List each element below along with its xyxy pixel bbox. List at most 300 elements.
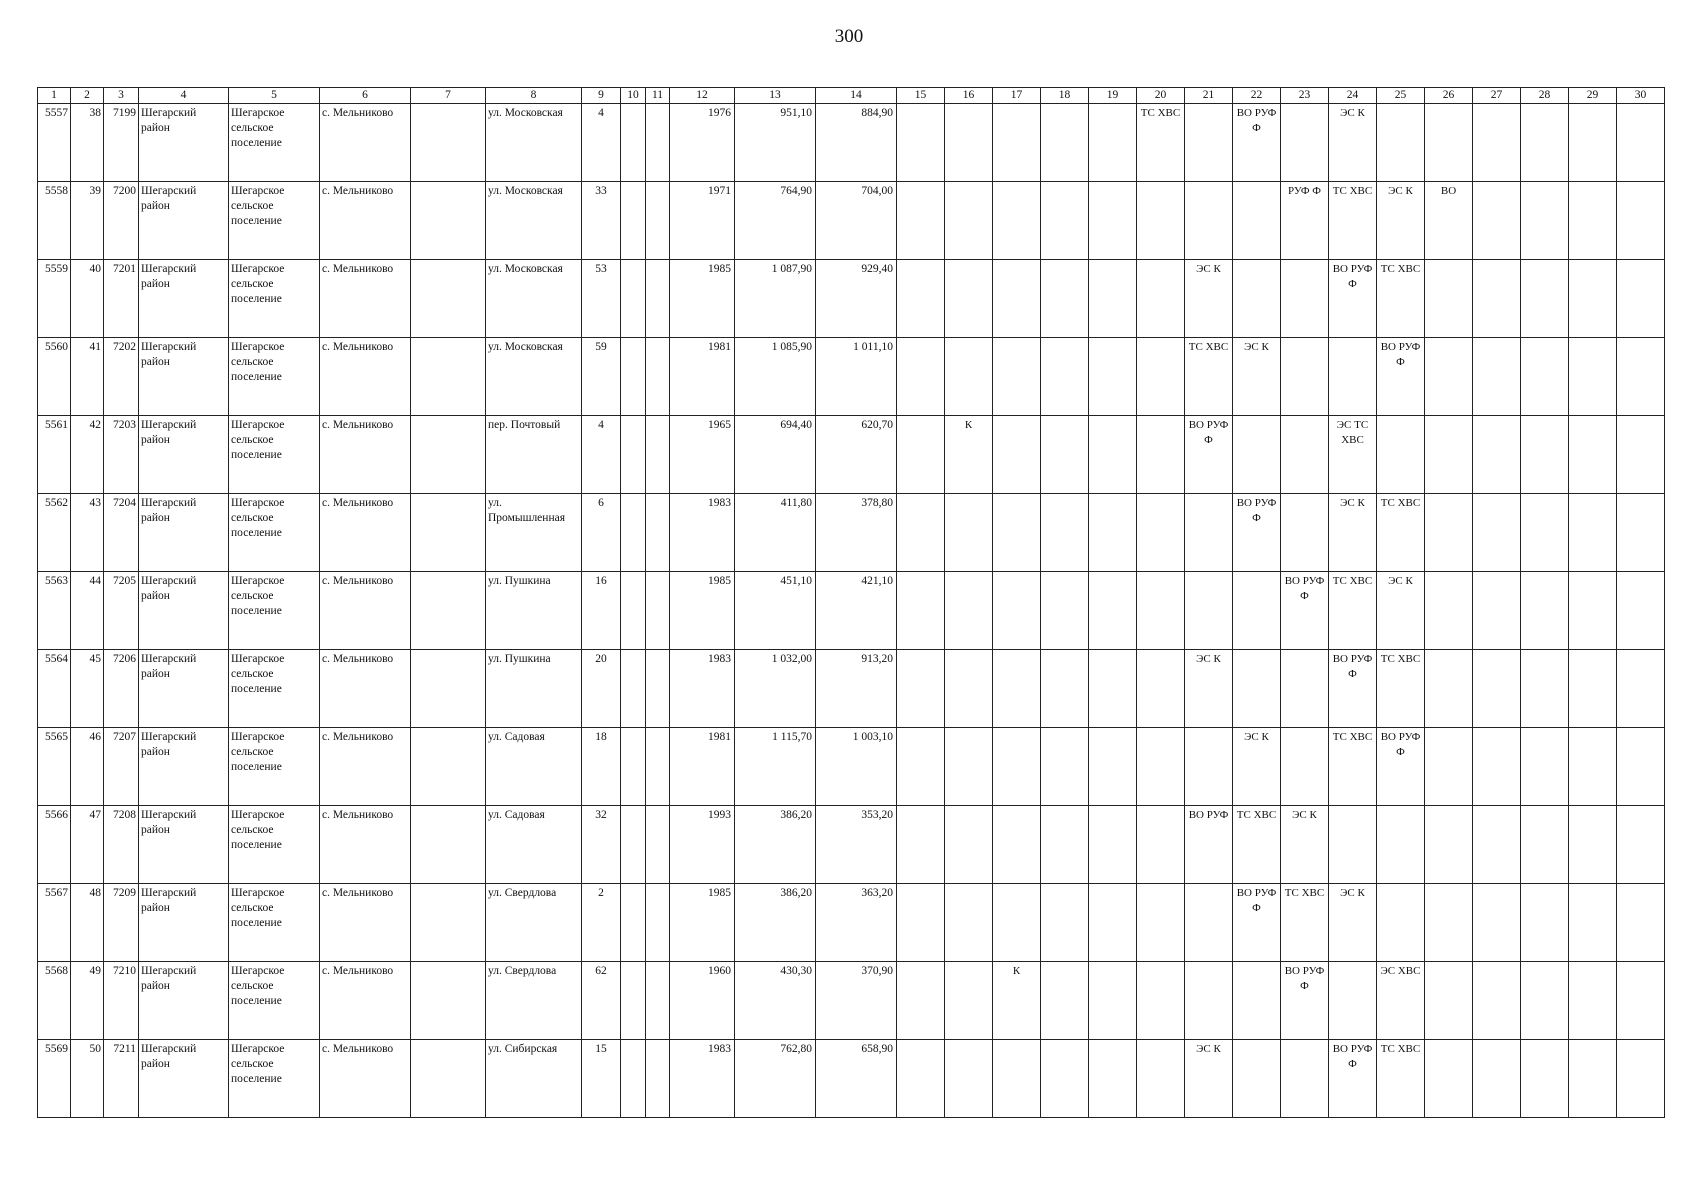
work-code-col-28 — [1521, 338, 1569, 416]
work-code-col-26 — [1425, 572, 1473, 650]
local-number: 39 — [71, 182, 104, 260]
column-7 — [411, 416, 486, 494]
work-code-col-27 — [1473, 650, 1521, 728]
work-code-col-15 — [897, 260, 945, 338]
locality: с. Мельниково — [320, 884, 411, 962]
local-number: 41 — [71, 338, 104, 416]
work-code-col-24 — [1329, 962, 1377, 1040]
work-code-col-28 — [1521, 260, 1569, 338]
house-number: 4 — [582, 104, 621, 182]
work-code-col-29 — [1569, 572, 1617, 650]
work-code-col-17 — [993, 728, 1041, 806]
work-code-col-28 — [1521, 962, 1569, 1040]
work-code-col-30 — [1617, 1040, 1665, 1118]
settlement: Шегарское сельское поселение — [229, 962, 320, 1040]
column-10 — [621, 260, 646, 338]
living-area: 363,20 — [816, 884, 897, 962]
table-row — [38, 650, 1665, 728]
year-built: 1981 — [670, 728, 735, 806]
locality: с. Мельниково — [320, 728, 411, 806]
column-7 — [411, 572, 486, 650]
record-number: 5564 — [38, 650, 71, 728]
work-code-col-26: ВО — [1425, 182, 1473, 260]
column-header-12: 12 — [670, 88, 735, 104]
work-code-col-16 — [945, 494, 993, 572]
house-number: 4 — [582, 416, 621, 494]
house-number: 33 — [582, 182, 621, 260]
year-built: 1965 — [670, 416, 735, 494]
work-code-col-20 — [1137, 572, 1185, 650]
table-row — [38, 1040, 1665, 1118]
building-id: 7204 — [104, 494, 139, 572]
settlement: Шегарское сельское поселение — [229, 104, 320, 182]
work-code-col-22 — [1233, 962, 1281, 1040]
house-number: 32 — [582, 806, 621, 884]
column-header-22: 22 — [1233, 88, 1281, 104]
work-code-col-20 — [1137, 494, 1185, 572]
work-code-col-30 — [1617, 104, 1665, 182]
street: ул. Московская — [486, 104, 582, 182]
column-11 — [646, 572, 670, 650]
column-10 — [621, 572, 646, 650]
house-number: 6 — [582, 494, 621, 572]
work-code-col-27 — [1473, 104, 1521, 182]
work-code-col-22 — [1233, 416, 1281, 494]
work-code-col-18 — [1041, 728, 1089, 806]
district: Шегарский район — [139, 338, 229, 416]
settlement: Шегарское сельское поселение — [229, 806, 320, 884]
total-area: 1 085,90 — [735, 338, 816, 416]
column-7 — [411, 338, 486, 416]
column-header-25: 25 — [1377, 88, 1425, 104]
column-header-6: 6 — [320, 88, 411, 104]
living-area: 378,80 — [816, 494, 897, 572]
record-number: 5563 — [38, 572, 71, 650]
work-code-col-19 — [1089, 416, 1137, 494]
district: Шегарский район — [139, 572, 229, 650]
work-code-col-19 — [1089, 728, 1137, 806]
column-header-20: 20 — [1137, 88, 1185, 104]
year-built: 1976 — [670, 104, 735, 182]
district: Шегарский район — [139, 728, 229, 806]
work-code-col-25: ЭС К — [1377, 182, 1425, 260]
column-11 — [646, 260, 670, 338]
work-code-col-27 — [1473, 494, 1521, 572]
column-7 — [411, 494, 486, 572]
work-code-col-18 — [1041, 494, 1089, 572]
work-code-col-16 — [945, 182, 993, 260]
column-header-4: 4 — [139, 88, 229, 104]
column-header-1: 1 — [38, 88, 71, 104]
work-code-col-15 — [897, 494, 945, 572]
street: ул. Садовая — [486, 728, 582, 806]
work-code-col-21 — [1185, 494, 1233, 572]
building-id: 7203 — [104, 416, 139, 494]
work-code-col-21 — [1185, 728, 1233, 806]
table-row — [38, 260, 1665, 338]
total-area: 1 032,00 — [735, 650, 816, 728]
total-area: 951,10 — [735, 104, 816, 182]
column-7 — [411, 260, 486, 338]
building-id: 7205 — [104, 572, 139, 650]
work-code-col-17 — [993, 572, 1041, 650]
page-number: 300 — [834, 26, 864, 47]
work-code-col-28 — [1521, 494, 1569, 572]
column-7 — [411, 104, 486, 182]
work-code-col-15 — [897, 104, 945, 182]
work-code-col-18 — [1041, 416, 1089, 494]
building-id: 7202 — [104, 338, 139, 416]
work-code-col-15 — [897, 884, 945, 962]
work-code-col-17 — [993, 806, 1041, 884]
street: ул. Пушкина — [486, 572, 582, 650]
work-code-col-16 — [945, 1040, 993, 1118]
work-code-col-19 — [1089, 260, 1137, 338]
work-code-col-22 — [1233, 572, 1281, 650]
column-number-header — [38, 88, 1665, 104]
work-code-col-30 — [1617, 182, 1665, 260]
work-code-col-30 — [1617, 260, 1665, 338]
work-code-col-15 — [897, 806, 945, 884]
work-code-col-18 — [1041, 650, 1089, 728]
living-area: 1 003,10 — [816, 728, 897, 806]
work-code-col-22: ЭС К — [1233, 338, 1281, 416]
work-code-col-16 — [945, 884, 993, 962]
work-code-col-15 — [897, 1040, 945, 1118]
column-10 — [621, 650, 646, 728]
work-code-col-23: ЭС К — [1281, 806, 1329, 884]
work-code-col-21: ТС ХВС — [1185, 338, 1233, 416]
district: Шегарский район — [139, 182, 229, 260]
work-code-col-16 — [945, 104, 993, 182]
work-code-col-22: ВО РУФ Ф — [1233, 494, 1281, 572]
work-code-col-19 — [1089, 182, 1137, 260]
table-body — [38, 104, 1665, 1118]
work-code-col-26 — [1425, 338, 1473, 416]
building-id: 7211 — [104, 1040, 139, 1118]
column-header-17: 17 — [993, 88, 1041, 104]
locality: с. Мельниково — [320, 338, 411, 416]
work-code-col-23: ВО РУФ Ф — [1281, 962, 1329, 1040]
total-area: 386,20 — [735, 884, 816, 962]
column-header-26: 26 — [1425, 88, 1473, 104]
work-code-col-20 — [1137, 884, 1185, 962]
column-header-29: 29 — [1569, 88, 1617, 104]
work-code-col-29 — [1569, 962, 1617, 1040]
district: Шегарский район — [139, 806, 229, 884]
work-code-col-18 — [1041, 884, 1089, 962]
work-code-col-16 — [945, 962, 993, 1040]
table-row — [38, 728, 1665, 806]
work-code-col-19 — [1089, 650, 1137, 728]
column-7 — [411, 884, 486, 962]
column-header-24: 24 — [1329, 88, 1377, 104]
locality: с. Мельниково — [320, 494, 411, 572]
house-number: 20 — [582, 650, 621, 728]
column-10 — [621, 416, 646, 494]
work-code-col-23 — [1281, 416, 1329, 494]
column-7 — [411, 650, 486, 728]
column-header-2: 2 — [71, 88, 104, 104]
column-10 — [621, 338, 646, 416]
work-code-col-20 — [1137, 338, 1185, 416]
work-code-col-28 — [1521, 182, 1569, 260]
work-code-col-24: ТС ХВС — [1329, 572, 1377, 650]
work-code-col-21 — [1185, 962, 1233, 1040]
column-header-8: 8 — [486, 88, 582, 104]
column-7 — [411, 1040, 486, 1118]
work-code-col-29 — [1569, 416, 1617, 494]
work-code-col-27 — [1473, 416, 1521, 494]
work-code-col-16 — [945, 260, 993, 338]
living-area: 353,20 — [816, 806, 897, 884]
house-number: 62 — [582, 962, 621, 1040]
locality: с. Мельниково — [320, 650, 411, 728]
locality: с. Мельниково — [320, 1040, 411, 1118]
work-code-col-26 — [1425, 884, 1473, 962]
column-header-19: 19 — [1089, 88, 1137, 104]
work-code-col-19 — [1089, 806, 1137, 884]
building-id: 7208 — [104, 806, 139, 884]
work-code-col-17 — [993, 494, 1041, 572]
work-code-col-16 — [945, 728, 993, 806]
column-11 — [646, 962, 670, 1040]
column-header-27: 27 — [1473, 88, 1521, 104]
work-code-col-20 — [1137, 260, 1185, 338]
year-built: 1981 — [670, 338, 735, 416]
work-code-col-30 — [1617, 962, 1665, 1040]
table-row — [38, 182, 1665, 260]
work-code-col-25: ТС ХВС — [1377, 494, 1425, 572]
column-header-15: 15 — [897, 88, 945, 104]
building-id: 7207 — [104, 728, 139, 806]
work-code-col-25: ТС ХВС — [1377, 650, 1425, 728]
work-code-col-24: ВО РУФ Ф — [1329, 1040, 1377, 1118]
work-code-col-22 — [1233, 182, 1281, 260]
local-number: 50 — [71, 1040, 104, 1118]
table-row — [38, 572, 1665, 650]
settlement: Шегарское сельское поселение — [229, 338, 320, 416]
year-built: 1985 — [670, 260, 735, 338]
work-code-col-26 — [1425, 494, 1473, 572]
work-code-col-24 — [1329, 338, 1377, 416]
work-code-col-23 — [1281, 338, 1329, 416]
settlement: Шегарское сельское поселение — [229, 650, 320, 728]
work-code-col-22 — [1233, 650, 1281, 728]
column-7 — [411, 962, 486, 1040]
work-code-col-26 — [1425, 1040, 1473, 1118]
column-header-14: 14 — [816, 88, 897, 104]
housing-register-table — [37, 87, 1665, 1118]
record-number: 5561 — [38, 416, 71, 494]
work-code-col-20 — [1137, 416, 1185, 494]
work-code-col-22 — [1233, 260, 1281, 338]
work-code-col-17 — [993, 884, 1041, 962]
work-code-col-29 — [1569, 494, 1617, 572]
column-header-3: 3 — [104, 88, 139, 104]
living-area: 1 011,10 — [816, 338, 897, 416]
column-10 — [621, 806, 646, 884]
work-code-col-30 — [1617, 572, 1665, 650]
work-code-col-30 — [1617, 494, 1665, 572]
column-10 — [621, 884, 646, 962]
column-10 — [621, 104, 646, 182]
district: Шегарский район — [139, 962, 229, 1040]
total-area: 694,40 — [735, 416, 816, 494]
work-code-col-27 — [1473, 1040, 1521, 1118]
work-code-col-20 — [1137, 962, 1185, 1040]
work-code-col-28 — [1521, 728, 1569, 806]
work-code-col-15 — [897, 338, 945, 416]
total-area: 386,20 — [735, 806, 816, 884]
work-code-col-21: ЭС К — [1185, 650, 1233, 728]
work-code-col-18 — [1041, 104, 1089, 182]
work-code-col-18 — [1041, 572, 1089, 650]
column-11 — [646, 806, 670, 884]
work-code-col-21 — [1185, 884, 1233, 962]
work-code-col-20 — [1137, 1040, 1185, 1118]
work-code-col-16: К — [945, 416, 993, 494]
column-7 — [411, 182, 486, 260]
record-number: 5562 — [38, 494, 71, 572]
work-code-col-21 — [1185, 572, 1233, 650]
total-area: 1 115,70 — [735, 728, 816, 806]
work-code-col-24: ЭС К — [1329, 104, 1377, 182]
table-row — [38, 104, 1665, 182]
street: ул. Сибирская — [486, 1040, 582, 1118]
work-code-col-28 — [1521, 572, 1569, 650]
work-code-col-22 — [1233, 1040, 1281, 1118]
work-code-col-17 — [993, 338, 1041, 416]
district: Шегарский район — [139, 416, 229, 494]
work-code-col-26 — [1425, 962, 1473, 1040]
building-id: 7200 — [104, 182, 139, 260]
building-id: 7199 — [104, 104, 139, 182]
total-area: 411,80 — [735, 494, 816, 572]
district: Шегарский район — [139, 260, 229, 338]
work-code-col-20 — [1137, 182, 1185, 260]
work-code-col-24: ТС ХВС — [1329, 182, 1377, 260]
work-code-col-26 — [1425, 260, 1473, 338]
district: Шегарский район — [139, 104, 229, 182]
work-code-col-15 — [897, 962, 945, 1040]
work-code-col-24: ЭС ТС ХВС — [1329, 416, 1377, 494]
house-number: 2 — [582, 884, 621, 962]
district: Шегарский район — [139, 494, 229, 572]
local-number: 44 — [71, 572, 104, 650]
work-code-col-21: ЭС К — [1185, 260, 1233, 338]
work-code-col-15 — [897, 728, 945, 806]
column-11 — [646, 884, 670, 962]
table-row — [38, 494, 1665, 572]
column-11 — [646, 338, 670, 416]
work-code-col-21: ВО РУФ Ф — [1185, 416, 1233, 494]
locality: с. Мельниково — [320, 104, 411, 182]
work-code-col-27 — [1473, 884, 1521, 962]
work-code-col-28 — [1521, 104, 1569, 182]
work-code-col-17 — [993, 182, 1041, 260]
total-area: 762,80 — [735, 1040, 816, 1118]
year-built: 1983 — [670, 650, 735, 728]
settlement: Шегарское сельское поселение — [229, 416, 320, 494]
work-code-col-26 — [1425, 650, 1473, 728]
record-number: 5567 — [38, 884, 71, 962]
street: ул. Промышленная — [486, 494, 582, 572]
street: пер. Почтовый — [486, 416, 582, 494]
work-code-col-17 — [993, 260, 1041, 338]
work-code-col-27 — [1473, 728, 1521, 806]
house-number: 53 — [582, 260, 621, 338]
column-10 — [621, 1040, 646, 1118]
house-number: 59 — [582, 338, 621, 416]
column-7 — [411, 806, 486, 884]
street: ул. Свердлова — [486, 962, 582, 1040]
work-code-col-20 — [1137, 806, 1185, 884]
work-code-col-17 — [993, 104, 1041, 182]
work-code-col-27 — [1473, 962, 1521, 1040]
work-code-col-19 — [1089, 572, 1137, 650]
local-number: 49 — [71, 962, 104, 1040]
column-header-13: 13 — [735, 88, 816, 104]
work-code-col-17 — [993, 416, 1041, 494]
living-area: 704,00 — [816, 182, 897, 260]
living-area: 658,90 — [816, 1040, 897, 1118]
record-number: 5559 — [38, 260, 71, 338]
work-code-col-28 — [1521, 650, 1569, 728]
record-number: 5558 — [38, 182, 71, 260]
column-header-9: 9 — [582, 88, 621, 104]
work-code-col-25: ЭС К — [1377, 572, 1425, 650]
work-code-col-18 — [1041, 806, 1089, 884]
work-code-col-19 — [1089, 884, 1137, 962]
record-number: 5568 — [38, 962, 71, 1040]
column-header-16: 16 — [945, 88, 993, 104]
work-code-col-23 — [1281, 650, 1329, 728]
work-code-col-22: ТС ХВС — [1233, 806, 1281, 884]
work-code-col-22: ЭС К — [1233, 728, 1281, 806]
column-11 — [646, 104, 670, 182]
locality: с. Мельниково — [320, 260, 411, 338]
work-code-col-25: ТС ХВС — [1377, 260, 1425, 338]
street: ул. Пушкина — [486, 650, 582, 728]
work-code-col-15 — [897, 572, 945, 650]
work-code-col-29 — [1569, 884, 1617, 962]
local-number: 45 — [71, 650, 104, 728]
local-number: 40 — [71, 260, 104, 338]
column-header-11: 11 — [646, 88, 670, 104]
work-code-col-18 — [1041, 962, 1089, 1040]
work-code-col-23 — [1281, 104, 1329, 182]
work-code-col-19 — [1089, 338, 1137, 416]
settlement: Шегарское сельское поселение — [229, 572, 320, 650]
street: ул. Московская — [486, 260, 582, 338]
work-code-col-26 — [1425, 806, 1473, 884]
building-id: 7206 — [104, 650, 139, 728]
work-code-col-25: ЭС ХВС — [1377, 962, 1425, 1040]
street: ул. Московская — [486, 182, 582, 260]
column-header-21: 21 — [1185, 88, 1233, 104]
work-code-col-15 — [897, 182, 945, 260]
column-10 — [621, 962, 646, 1040]
work-code-col-19 — [1089, 962, 1137, 1040]
work-code-col-18 — [1041, 1040, 1089, 1118]
work-code-col-21 — [1185, 182, 1233, 260]
column-header-18: 18 — [1041, 88, 1089, 104]
work-code-col-26 — [1425, 104, 1473, 182]
column-header-23: 23 — [1281, 88, 1329, 104]
work-code-col-25: ВО РУФ Ф — [1377, 338, 1425, 416]
house-number: 16 — [582, 572, 621, 650]
